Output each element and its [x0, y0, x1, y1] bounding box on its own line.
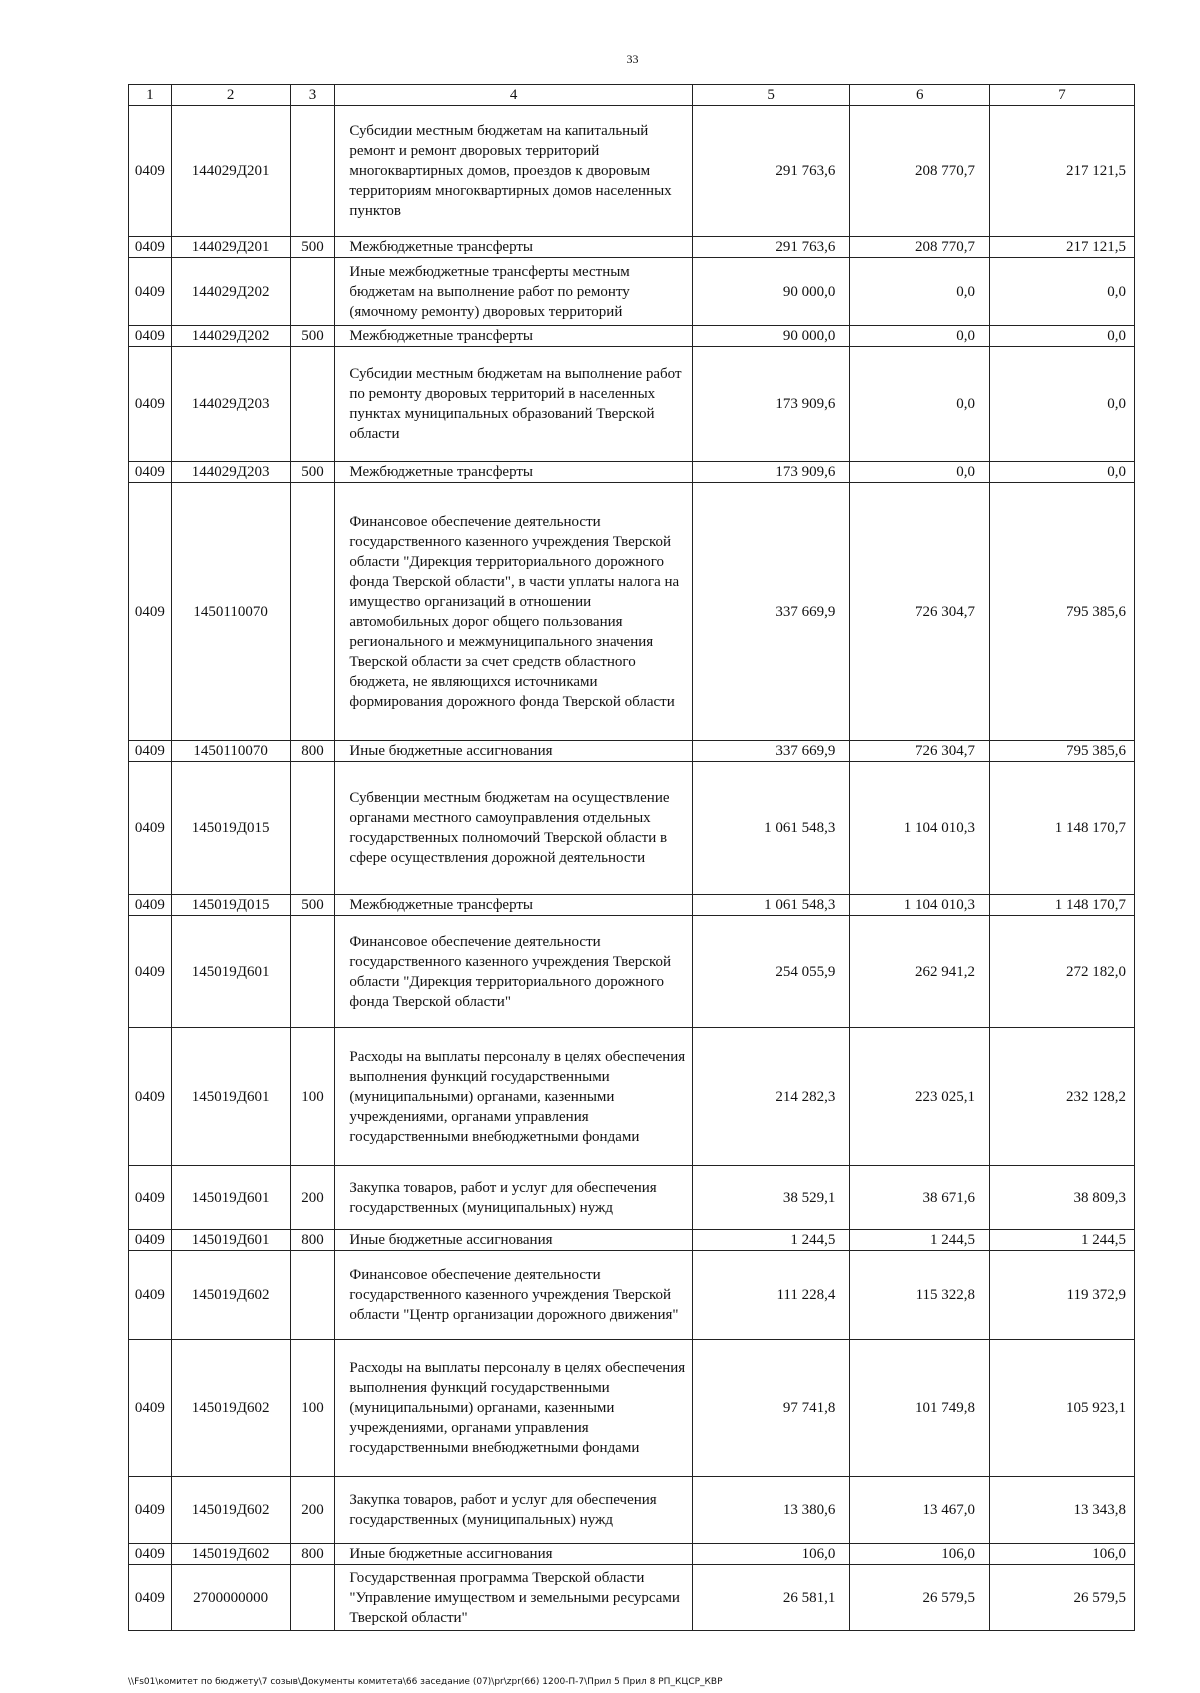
- column-header-5: 5: [692, 85, 849, 106]
- table-row: [129, 1230, 1135, 1251]
- section-cell: 0409: [129, 895, 172, 916]
- table-row: [129, 237, 1135, 258]
- code-cell: 144029Д201: [171, 237, 290, 258]
- name-cell: Закупка товаров, работ и услуг для обеспечения государственных (муниципальных) нужд: [335, 1166, 693, 1230]
- value-col5-cell: 111 228,4: [692, 1251, 849, 1340]
- section-cell: 0409: [129, 1477, 172, 1544]
- kvr-cell: 500: [290, 237, 335, 258]
- value-col5-cell: 173 909,6: [692, 462, 849, 483]
- page-number: 33: [626, 52, 639, 66]
- kvr-cell: 200: [290, 1166, 335, 1230]
- section-cell: 0409: [129, 1544, 172, 1565]
- name-cell: Государственная программа Тверской области "Управление имуществом и земельными ресурсами Тверской области": [335, 1565, 693, 1631]
- name-cell: Расходы на выплаты персоналу в целях обеспечения выполнения функций государственными (муниципальными) органами, казенными учреждениями, органами управления государственными внебюджетными фондами: [335, 1028, 693, 1166]
- table-row: [129, 916, 1135, 1028]
- name-cell: Субвенции местным бюджетам на осуществление органами местного самоуправления отдельных государственных полномочий Тверской области в сфере осуществления дорожной деятельности: [335, 762, 693, 895]
- kvr-cell: 200: [290, 1477, 335, 1544]
- section-cell: 0409: [129, 1565, 172, 1631]
- code-cell: 145019Д015: [171, 762, 290, 895]
- value-col5-cell: 291 763,6: [692, 106, 849, 237]
- section-cell: 0409: [129, 1166, 172, 1230]
- value-col7-cell: 106,0: [990, 1544, 1135, 1565]
- table-row: [129, 1166, 1135, 1230]
- section-cell: 0409: [129, 916, 172, 1028]
- section-cell: 0409: [129, 462, 172, 483]
- value-col5-cell: 173 909,6: [692, 347, 849, 462]
- value-col7-cell: 1 244,5: [990, 1230, 1135, 1251]
- kvr-cell: 500: [290, 326, 335, 347]
- value-col7-cell: 0,0: [990, 347, 1135, 462]
- table-row: [129, 347, 1135, 462]
- value-col6-cell: 115 322,8: [850, 1251, 990, 1340]
- name-cell: Расходы на выплаты персоналу в целях обеспечения выполнения функций государственными (муниципальными) органами, казенными учреждениями, органами управления государственными внебюджетными фондами: [335, 1340, 693, 1477]
- section-cell: 0409: [129, 1028, 172, 1166]
- kvr-cell: [290, 1251, 335, 1340]
- value-col6-cell: 262 941,2: [850, 916, 990, 1028]
- value-col6-cell: 13 467,0: [850, 1477, 990, 1544]
- name-cell: Межбюджетные трансферты: [335, 326, 693, 347]
- kvr-cell: [290, 916, 335, 1028]
- kvr-cell: 100: [290, 1028, 335, 1166]
- name-cell: Финансовое обеспечение деятельности государственного казенного учреждения Тверской области "Дирекция территориального дорожного фонда Тверской области": [335, 916, 693, 1028]
- section-cell: 0409: [129, 762, 172, 895]
- name-cell: Межбюджетные трансферты: [335, 462, 693, 483]
- value-col6-cell: 1 244,5: [850, 1230, 990, 1251]
- table-row: [129, 326, 1135, 347]
- value-col6-cell: 106,0: [850, 1544, 990, 1565]
- kvr-cell: 800: [290, 1544, 335, 1565]
- table-row: [129, 1340, 1135, 1477]
- value-col5-cell: 90 000,0: [692, 258, 849, 326]
- code-cell: 144029Д203: [171, 462, 290, 483]
- name-cell: Межбюджетные трансферты: [335, 895, 693, 916]
- code-cell: 145019Д601: [171, 1028, 290, 1166]
- code-cell: 145019Д602: [171, 1477, 290, 1544]
- code-cell: 145019Д601: [171, 916, 290, 1028]
- kvr-cell: 500: [290, 895, 335, 916]
- value-col7-cell: 1 148 170,7: [990, 762, 1135, 895]
- code-cell: 145019Д601: [171, 1230, 290, 1251]
- value-col6-cell: 726 304,7: [850, 483, 990, 741]
- kvr-cell: [290, 347, 335, 462]
- code-cell: 145019Д602: [171, 1544, 290, 1565]
- kvr-cell: 500: [290, 462, 335, 483]
- section-cell: 0409: [129, 1230, 172, 1251]
- value-col7-cell: 217 121,5: [990, 237, 1135, 258]
- kvr-cell: [290, 258, 335, 326]
- section-cell: 0409: [129, 1340, 172, 1477]
- kvr-cell: 800: [290, 741, 335, 762]
- value-col7-cell: 0,0: [990, 326, 1135, 347]
- table-body: [129, 85, 1135, 1631]
- column-header-6: 6: [850, 85, 990, 106]
- value-col6-cell: 726 304,7: [850, 741, 990, 762]
- column-header-row: [129, 85, 1135, 106]
- value-col6-cell: 208 770,7: [850, 237, 990, 258]
- table-row: [129, 462, 1135, 483]
- value-col5-cell: 13 380,6: [692, 1477, 849, 1544]
- value-col6-cell: 0,0: [850, 347, 990, 462]
- value-col6-cell: 1 104 010,3: [850, 762, 990, 895]
- value-col5-cell: 214 282,3: [692, 1028, 849, 1166]
- value-col7-cell: 0,0: [990, 258, 1135, 326]
- value-col6-cell: 0,0: [850, 258, 990, 326]
- budget-table: [128, 84, 1135, 1631]
- section-cell: 0409: [129, 741, 172, 762]
- value-col5-cell: 337 669,9: [692, 483, 849, 741]
- value-col5-cell: 254 055,9: [692, 916, 849, 1028]
- section-cell: 0409: [129, 237, 172, 258]
- value-col6-cell: 208 770,7: [850, 106, 990, 237]
- table-row: [129, 1028, 1135, 1166]
- section-cell: 0409: [129, 483, 172, 741]
- table-row: [129, 258, 1135, 326]
- value-col7-cell: 26 579,5: [990, 1565, 1135, 1631]
- table-row: [129, 1251, 1135, 1340]
- kvr-cell: [290, 762, 335, 895]
- name-cell: Иные межбюджетные трансферты местным бюджетам на выполнение работ по ремонту (ямочному ремонту) дворовых территорий: [335, 258, 693, 326]
- section-cell: 0409: [129, 258, 172, 326]
- value-col7-cell: 217 121,5: [990, 106, 1135, 237]
- column-header-2: 2: [171, 85, 290, 106]
- value-col7-cell: 272 182,0: [990, 916, 1135, 1028]
- name-cell: Межбюджетные трансферты: [335, 237, 693, 258]
- value-col7-cell: 119 372,9: [990, 1251, 1135, 1340]
- footer-file-path: \\Fs01\комитет по бюджету\7 созыв\Документы комитета\66 заседание (07)\pr\zpr(66) 1200-П-7\Прил 5 Прил 8 РП_КЦСР_КВР: [128, 1677, 723, 1687]
- table-row: [129, 1477, 1135, 1544]
- table-row: [129, 1544, 1135, 1565]
- value-col6-cell: 38 671,6: [850, 1166, 990, 1230]
- column-header-1: 1: [129, 85, 172, 106]
- table-row: [129, 106, 1135, 237]
- column-header-7: 7: [990, 85, 1135, 106]
- name-cell: Субсидии местным бюджетам на выполнение работ по ремонту дворовых территорий в населенных пунктах муниципальных образований Тверской области: [335, 347, 693, 462]
- column-header-3: 3: [290, 85, 335, 106]
- value-col6-cell: 0,0: [850, 326, 990, 347]
- value-col7-cell: 232 128,2: [990, 1028, 1135, 1166]
- kvr-cell: 100: [290, 1340, 335, 1477]
- table-row: [129, 741, 1135, 762]
- column-header-4: 4: [335, 85, 693, 106]
- value-col7-cell: 13 343,8: [990, 1477, 1135, 1544]
- code-cell: 1450110070: [171, 483, 290, 741]
- section-cell: 0409: [129, 1251, 172, 1340]
- value-col5-cell: 1 244,5: [692, 1230, 849, 1251]
- code-cell: 144029Д203: [171, 347, 290, 462]
- value-col5-cell: 1 061 548,3: [692, 895, 849, 916]
- name-cell: Иные бюджетные ассигнования: [335, 741, 693, 762]
- kvr-cell: [290, 483, 335, 741]
- section-cell: 0409: [129, 326, 172, 347]
- kvr-cell: [290, 106, 335, 237]
- code-cell: 145019Д602: [171, 1340, 290, 1477]
- value-col5-cell: 106,0: [692, 1544, 849, 1565]
- name-cell: Закупка товаров, работ и услуг для обеспечения государственных (муниципальных) нужд: [335, 1477, 693, 1544]
- code-cell: 144029Д201: [171, 106, 290, 237]
- name-cell: Иные бюджетные ассигнования: [335, 1544, 693, 1565]
- kvr-cell: [290, 1565, 335, 1631]
- value-col6-cell: 26 579,5: [850, 1565, 990, 1631]
- name-cell: Иные бюджетные ассигнования: [335, 1230, 693, 1251]
- code-cell: 2700000000: [171, 1565, 290, 1631]
- table-row: [129, 1565, 1135, 1631]
- value-col5-cell: 291 763,6: [692, 237, 849, 258]
- value-col5-cell: 90 000,0: [692, 326, 849, 347]
- value-col7-cell: 38 809,3: [990, 1166, 1135, 1230]
- value-col6-cell: 1 104 010,3: [850, 895, 990, 916]
- value-col5-cell: 97 741,8: [692, 1340, 849, 1477]
- code-cell: 144029Д202: [171, 326, 290, 347]
- table-row: [129, 895, 1135, 916]
- code-cell: 144029Д202: [171, 258, 290, 326]
- code-cell: 145019Д015: [171, 895, 290, 916]
- table-row: [129, 762, 1135, 895]
- table-row: [129, 483, 1135, 741]
- value-col5-cell: 26 581,1: [692, 1565, 849, 1631]
- value-col6-cell: 101 749,8: [850, 1340, 990, 1477]
- value-col7-cell: 105 923,1: [990, 1340, 1135, 1477]
- value-col7-cell: 795 385,6: [990, 741, 1135, 762]
- kvr-cell: 800: [290, 1230, 335, 1251]
- value-col7-cell: 1 148 170,7: [990, 895, 1135, 916]
- value-col6-cell: 0,0: [850, 462, 990, 483]
- value-col5-cell: 1 061 548,3: [692, 762, 849, 895]
- name-cell: Финансовое обеспечение деятельности государственного казенного учреждения Тверской области "Дирекция территориального дорожного фонда Тверской области", в части уплаты налога на имущество организаций в отношении автомобильных дорог общего пользования регионального и межмуниципального значения Тверской области за счет средств областного бюджета, не являющихся источниками формирования дорожного фонда Тверской области: [335, 483, 693, 741]
- value-col5-cell: 337 669,9: [692, 741, 849, 762]
- section-cell: 0409: [129, 347, 172, 462]
- code-cell: 1450110070: [171, 741, 290, 762]
- value-col7-cell: 0,0: [990, 462, 1135, 483]
- code-cell: 145019Д601: [171, 1166, 290, 1230]
- value-col7-cell: 795 385,6: [990, 483, 1135, 741]
- code-cell: 145019Д602: [171, 1251, 290, 1340]
- name-cell: Финансовое обеспечение деятельности государственного казенного учреждения Тверской области "Центр организации дорожного движения": [335, 1251, 693, 1340]
- value-col6-cell: 223 025,1: [850, 1028, 990, 1166]
- name-cell: Субсидии местным бюджетам на капитальный ремонт и ремонт дворовых территорий многоквартирных домов, проездов к дворовым территориям многоквартирных домов населенных пунктов: [335, 106, 693, 237]
- section-cell: 0409: [129, 106, 172, 237]
- value-col5-cell: 38 529,1: [692, 1166, 849, 1230]
